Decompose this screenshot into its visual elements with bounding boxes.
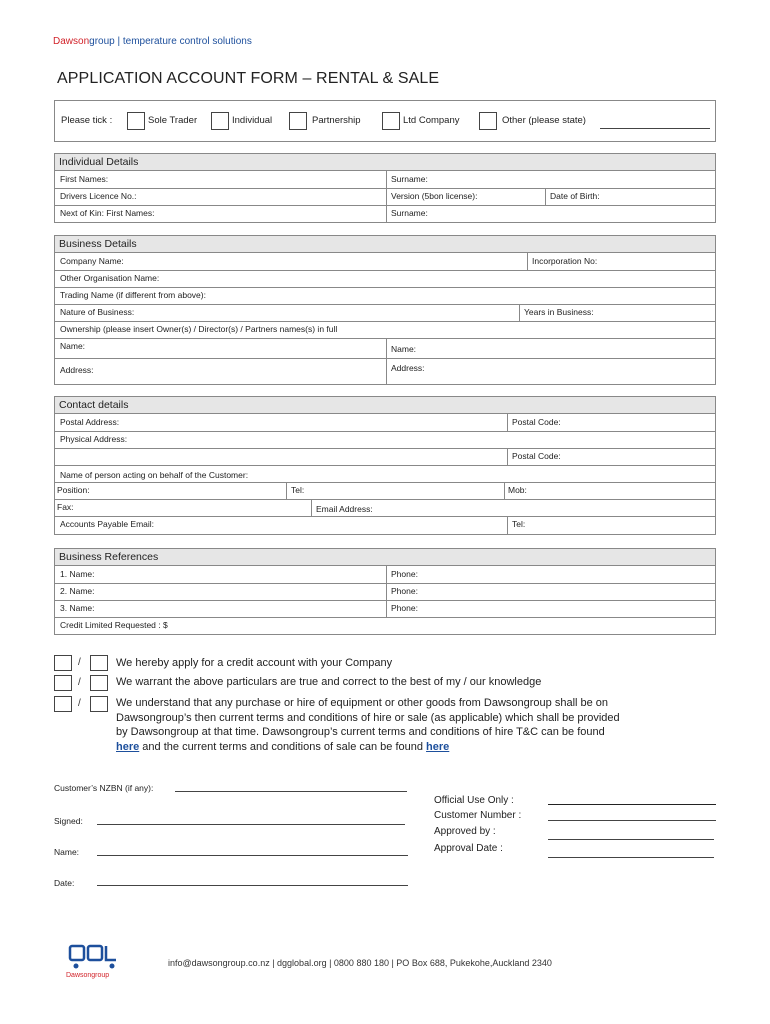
physical-postal-code-field[interactable]: Postal Code:: [512, 451, 561, 461]
brand-name-blue: group: [89, 36, 115, 47]
next-of-kin-field[interactable]: Next of Kin: First Names:: [60, 208, 155, 218]
decl-2-checkbox-a[interactable]: [54, 675, 72, 691]
partnership-checkbox[interactable]: [289, 112, 307, 130]
other-checkbox[interactable]: [479, 112, 497, 130]
reference-2-name-field[interactable]: 2. Name:: [60, 586, 95, 596]
years-in-business-field[interactable]: Years in Business:: [524, 307, 594, 317]
decl-3-slash: /: [78, 698, 81, 709]
individual-details-heading: Individual Details: [55, 154, 715, 171]
company-name-field[interactable]: Company Name:: [60, 256, 124, 266]
approved-by-field[interactable]: [548, 839, 714, 840]
decl-1-slash: /: [78, 657, 81, 668]
individual-checkbox[interactable]: [211, 112, 229, 130]
contact-details-section: [54, 396, 716, 535]
decl-3-line4: [116, 740, 449, 755]
customer-agent-field[interactable]: Name of person acting on behalf of the Customer:: [60, 470, 249, 480]
ap-tel-field[interactable]: Tel:: [512, 519, 526, 529]
decl-2-slash: /: [78, 677, 81, 688]
individual-details-section: [54, 153, 716, 223]
decl-3-line3: by Dawsongroup at that time. Dawsongroup’s current terms and conditions of hire T&C can be found: [116, 726, 605, 738]
position-field[interactable]: Position:: [57, 485, 90, 495]
approval-date-label: Approval Date :: [434, 843, 503, 854]
brand-separator: |: [114, 36, 123, 47]
nature-of-business-field[interactable]: Nature of Business:: [60, 307, 135, 317]
first-names-field[interactable]: First Names:: [60, 174, 109, 184]
dawsongroup-logo: [66, 944, 122, 984]
decl-3-mid-text: and the current terms and conditions of sale can be found: [139, 741, 427, 753]
credit-limit-field[interactable]: Credit Limited Requested : $: [60, 620, 168, 630]
please-tick-label: Please tick :: [61, 115, 113, 126]
reference-3-phone-field[interactable]: Phone:: [391, 603, 418, 613]
brand-header: [53, 36, 252, 47]
owner-address-right-field[interactable]: Address:: [391, 363, 425, 373]
decl-1-checkbox-a[interactable]: [54, 655, 72, 671]
customer-number-field[interactable]: [548, 820, 716, 821]
reference-1-phone-field[interactable]: Phone:: [391, 569, 418, 579]
entity-type-box: [54, 100, 716, 142]
tel-field[interactable]: Tel:: [291, 485, 305, 495]
reference-3-name-field[interactable]: 3. Name:: [60, 603, 95, 613]
ltd-company-checkbox[interactable]: [382, 112, 400, 130]
date-label: Date:: [54, 878, 75, 888]
sole-trader-checkbox[interactable]: [127, 112, 145, 130]
business-references-section: [54, 548, 716, 635]
business-details-heading: Business Details: [55, 236, 715, 253]
name-field[interactable]: [97, 855, 408, 856]
reference-2-phone-field[interactable]: Phone:: [391, 586, 418, 596]
signed-label: Signed:: [54, 816, 83, 826]
email-address-field[interactable]: Email Address:: [316, 504, 373, 514]
logo-text: Dawsongroup: [66, 972, 110, 979]
other-org-field[interactable]: Other Organisation Name:: [60, 273, 160, 283]
owner-address-left-field[interactable]: Address:: [60, 365, 94, 375]
individual-label: Individual: [232, 115, 273, 126]
surname-field[interactable]: Surname:: [391, 174, 428, 184]
ownership-label: Ownership (please insert Owner(s) / Director(s) / Partners names(s) in full: [60, 324, 338, 334]
contact-details-heading: Contact details: [55, 397, 715, 414]
brand-tagline: temperature control solutions: [122, 36, 252, 47]
footer-contact: info@dawsongroup.co.nz | dgglobal.org | 0800 880 180 | PO Box 688, Pukekohe,Auckland 2340: [168, 958, 552, 968]
licence-version-field[interactable]: Version (5bon license):: [391, 191, 478, 201]
other-state-field[interactable]: [600, 128, 710, 129]
trading-name-field[interactable]: Trading Name (if different from above):: [60, 290, 206, 300]
signed-field[interactable]: [97, 824, 405, 825]
decl-2-text: We warrant the above particulars are true and correct to the best of my / our knowledge: [116, 676, 542, 688]
incorporation-field[interactable]: Incorporation No:: [532, 256, 598, 266]
date-field[interactable]: [97, 885, 408, 886]
fax-field[interactable]: Fax:: [57, 502, 74, 512]
approved-by-label: Approved by :: [434, 826, 496, 837]
business-references-heading: Business References: [55, 549, 715, 566]
business-details-section: [54, 235, 716, 385]
sole-trader-label: Sole Trader: [148, 115, 198, 126]
official-use-field[interactable]: [548, 804, 716, 805]
postal-address-field[interactable]: Postal Address:: [60, 417, 120, 427]
partnership-label: Partnership: [312, 115, 361, 126]
sale-terms-link[interactable]: here: [426, 741, 450, 753]
postal-code-field[interactable]: Postal Code:: [512, 417, 561, 427]
drivers-licence-field[interactable]: Drivers Licence No.:: [60, 191, 137, 201]
hire-terms-link[interactable]: here: [116, 741, 140, 753]
page-title: APPLICATION ACCOUNT FORM – RENTAL & SALE: [57, 70, 440, 87]
nzbn-field[interactable]: [175, 791, 407, 792]
decl-1-checkbox-b[interactable]: [90, 655, 108, 671]
official-use-label: Official Use Only :: [434, 795, 514, 806]
nzbn-label: Customer’s NZBN (if any):: [54, 783, 154, 793]
decl-1-text: We hereby apply for a credit account with your Company: [116, 657, 393, 669]
customer-number-label: Customer Number :: [434, 810, 522, 821]
decl-3-checkbox-b[interactable]: [90, 696, 108, 712]
approval-date-field[interactable]: [548, 857, 714, 858]
owner-name-right-field[interactable]: Name:: [391, 344, 417, 354]
reference-1-name-field[interactable]: 1. Name:: [60, 569, 95, 579]
decl-3-line1: We understand that any purchase or hire of equipment or other goods from Dawsongroup shall be on: [116, 697, 609, 709]
physical-address-field[interactable]: Physical Address:: [60, 434, 128, 444]
kin-surname-field[interactable]: Surname:: [391, 208, 428, 218]
decl-3-checkbox-a[interactable]: [54, 696, 72, 712]
accounts-payable-email-field[interactable]: Accounts Payable Email:: [60, 519, 155, 529]
ltd-company-label: Ltd Company: [403, 115, 460, 126]
mob-field[interactable]: Mob:: [508, 485, 527, 495]
other-label: Other (please state): [502, 115, 586, 126]
name-label: Name:: [54, 847, 80, 857]
decl-3-line2: Dawsongroup’s then current terms and conditions of hire or sale (as applicable) which shall be provided: [116, 712, 620, 724]
decl-2-checkbox-b[interactable]: [90, 675, 108, 691]
date-of-birth-field[interactable]: Date of Birth:: [550, 191, 600, 201]
owner-name-left-field[interactable]: Name:: [60, 341, 86, 351]
brand-name-red: Dawson: [53, 36, 90, 47]
